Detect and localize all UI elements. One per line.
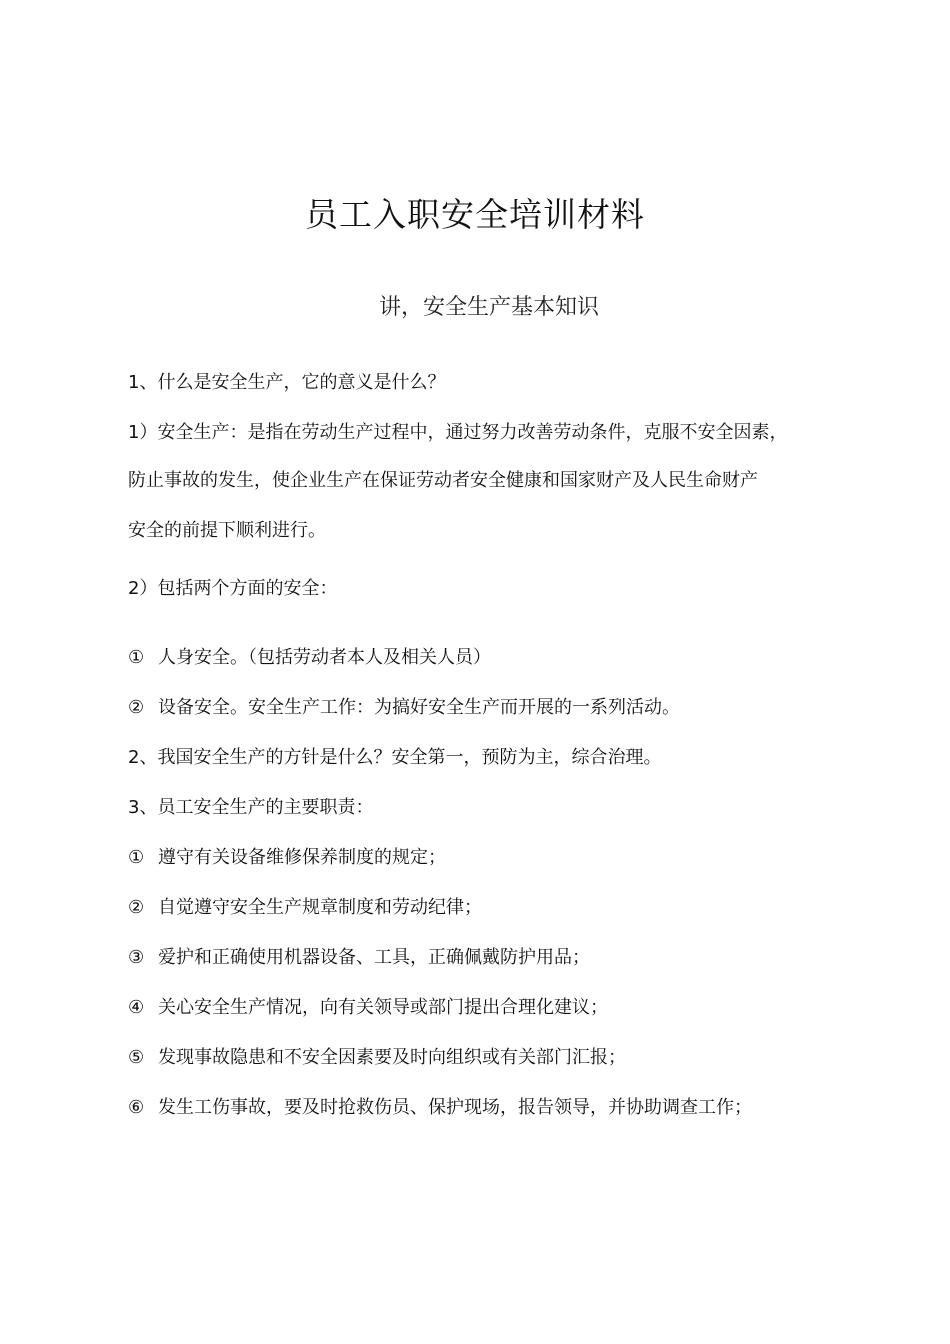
question-3: 3、员工安全生产的主要职责： xyxy=(128,797,374,818)
list-marker: ① xyxy=(128,647,145,668)
list-item xyxy=(128,893,868,923)
list-marker: ② xyxy=(128,697,145,718)
answer-2: 2）包括两个方面的安全： xyxy=(128,578,338,599)
list-item-text: 关心安全生产情况，向有关领导或部门提出合理化建议； xyxy=(158,997,608,1018)
list-item-text: 爱护和正确使用机器设备、工具，正确佩戴防护用品； xyxy=(158,947,590,968)
list-item xyxy=(128,693,868,723)
answer-1-line-1: 1）安全生产：是指在劳动生产过程中，通过努力改善劳动条件，克服不安全因素， xyxy=(128,422,788,443)
list-item-text: 遵守有关设备维修保养制度的规定； xyxy=(158,847,446,868)
list-marker: ⑤ xyxy=(128,1047,145,1068)
list-item xyxy=(128,1093,868,1123)
document-title: 员工入职安全培训材料 xyxy=(305,195,645,234)
list-item-text: 发生工伤事故，要及时抢救伤员、保护现场，报告领导，并协助调查工作； xyxy=(158,1097,752,1118)
list-item xyxy=(128,843,868,873)
list-item-text: 发现事故隐患和不安全因素要及时向组织或有关部门汇报； xyxy=(158,1047,626,1068)
list-item xyxy=(128,643,868,673)
question-1: 1、什么是安全生产，它的意义是什么？ xyxy=(128,372,446,393)
list-item xyxy=(128,993,868,1023)
list-item-text: 自觉遵守安全生产规章制度和劳动纪律； xyxy=(158,897,482,918)
list-marker: ③ xyxy=(128,947,145,968)
answer-1-line-3: 安全的前提下顺利进行。 xyxy=(128,520,326,541)
list-marker: ② xyxy=(128,897,145,918)
section-subtitle: 讲，安全生产基本知识 xyxy=(378,295,599,320)
list-marker: ① xyxy=(128,847,145,868)
answer-1-line-2: 防止事故的发生，使企业生产在保证劳动者安全健康和国家财产及人民生命财产 xyxy=(128,470,758,491)
list-item xyxy=(128,1043,868,1073)
list-item-text: 人身安全。（包括劳动者本人及相关人员） xyxy=(158,647,491,668)
list-marker: ⑥ xyxy=(128,1097,145,1118)
question-2: 2、我国安全生产的方针是什么？安全第一，预防为主，综合治理。 xyxy=(128,747,662,768)
list-marker: ④ xyxy=(128,997,145,1018)
list-item xyxy=(128,943,868,973)
list-item-text: 设备安全。安全生产工作：为搞好安全生产而开展的一系列活动。 xyxy=(158,697,680,718)
